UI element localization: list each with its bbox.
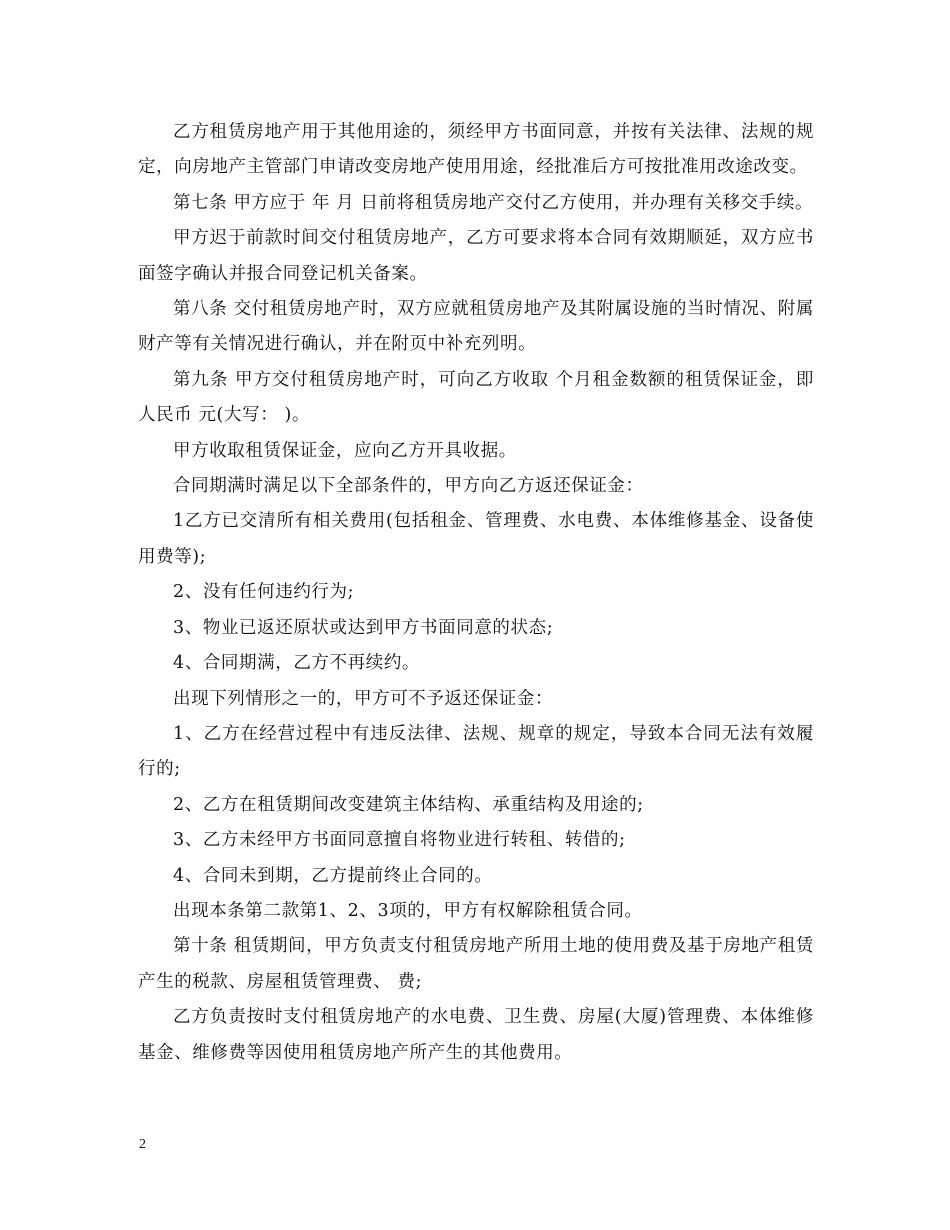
- paragraph: 1、乙方在经营过程中有违反法律、法规、规章的规定，导致本合同无法有效履行的;: [138, 723, 814, 780]
- paragraph: 3、物业已返还原状或达到甲方书面同意的状态;: [173, 617, 554, 638]
- paragraph: 第七条 甲方应于 年 月 日前将租赁房地产交付乙方使用，并办理有关移交手续。: [173, 192, 814, 213]
- paragraph: 乙方租赁房地产用于其他用途的，须经甲方书面同意，并按有关法律、法规的规定，向房地产主管部门申请改变房地产使用用途，经批准后方可按批准用改途改变。: [138, 122, 814, 178]
- paragraph: 第十条 租赁期间，甲方负责支付租赁房地产所用土地的使用费及基于房地产租赁产生的税款、房屋租赁管理费、 费;: [138, 936, 814, 992]
- paragraph: 甲方迟于前款时间交付租赁房地产，乙方可要求将本合同有效期顺延，双方应书面签字确认并报合同登记机关备案。: [138, 228, 814, 284]
- paragraph: 乙方负责按时支付租赁房地产的水电费、卫生费、房屋(大厦)管理费、本体维修基金、维修费等因使用租赁房地产所产生的其他费用。: [138, 1007, 814, 1063]
- paragraph: 1乙方已交清所有相关费用(包括租金、管理费、水电费、本体维修基金、设备使用费等);: [138, 511, 814, 567]
- paragraph: 出现下列情形之一的，甲方可不予返还保证金：: [173, 688, 554, 709]
- paragraph: 合同期满时满足以下全部条件的，甲方向乙方返还保证金：: [173, 476, 644, 497]
- paragraph: 第九条 甲方交付租赁房地产时，可向乙方收取 个月租金数额的租赁保证金，即人民币 元(大写： )。: [138, 369, 814, 426]
- paragraph: 2、没有任何违约行为;: [173, 582, 355, 603]
- paragraph: 3、乙方未经甲方书面同意擅自将物业进行转租、转借的;: [173, 830, 626, 851]
- paragraph: 第八条 交付租赁房地产时，双方应就租赁房地产及其附属设施的当时情况、附属财产等有关情况进行确认，并在附页中补充列明。: [138, 299, 814, 355]
- paragraph: 甲方收取租赁保证金，应向乙方开具收据。: [173, 440, 517, 461]
- paragraph: 出现本条第二款第1、2、3项的，甲方有权解除租赁合同。: [173, 900, 643, 921]
- page-number: 2: [139, 1137, 146, 1152]
- document-body: [138, 115, 814, 1071]
- paragraph: 4、合同未到期，乙方提前终止合同的。: [173, 865, 493, 886]
- paragraph: 4、合同期满，乙方不再续约。: [173, 653, 421, 674]
- paragraph: 2、乙方在租赁期间改变建筑主体结构、承重结构及用途的;: [173, 794, 644, 815]
